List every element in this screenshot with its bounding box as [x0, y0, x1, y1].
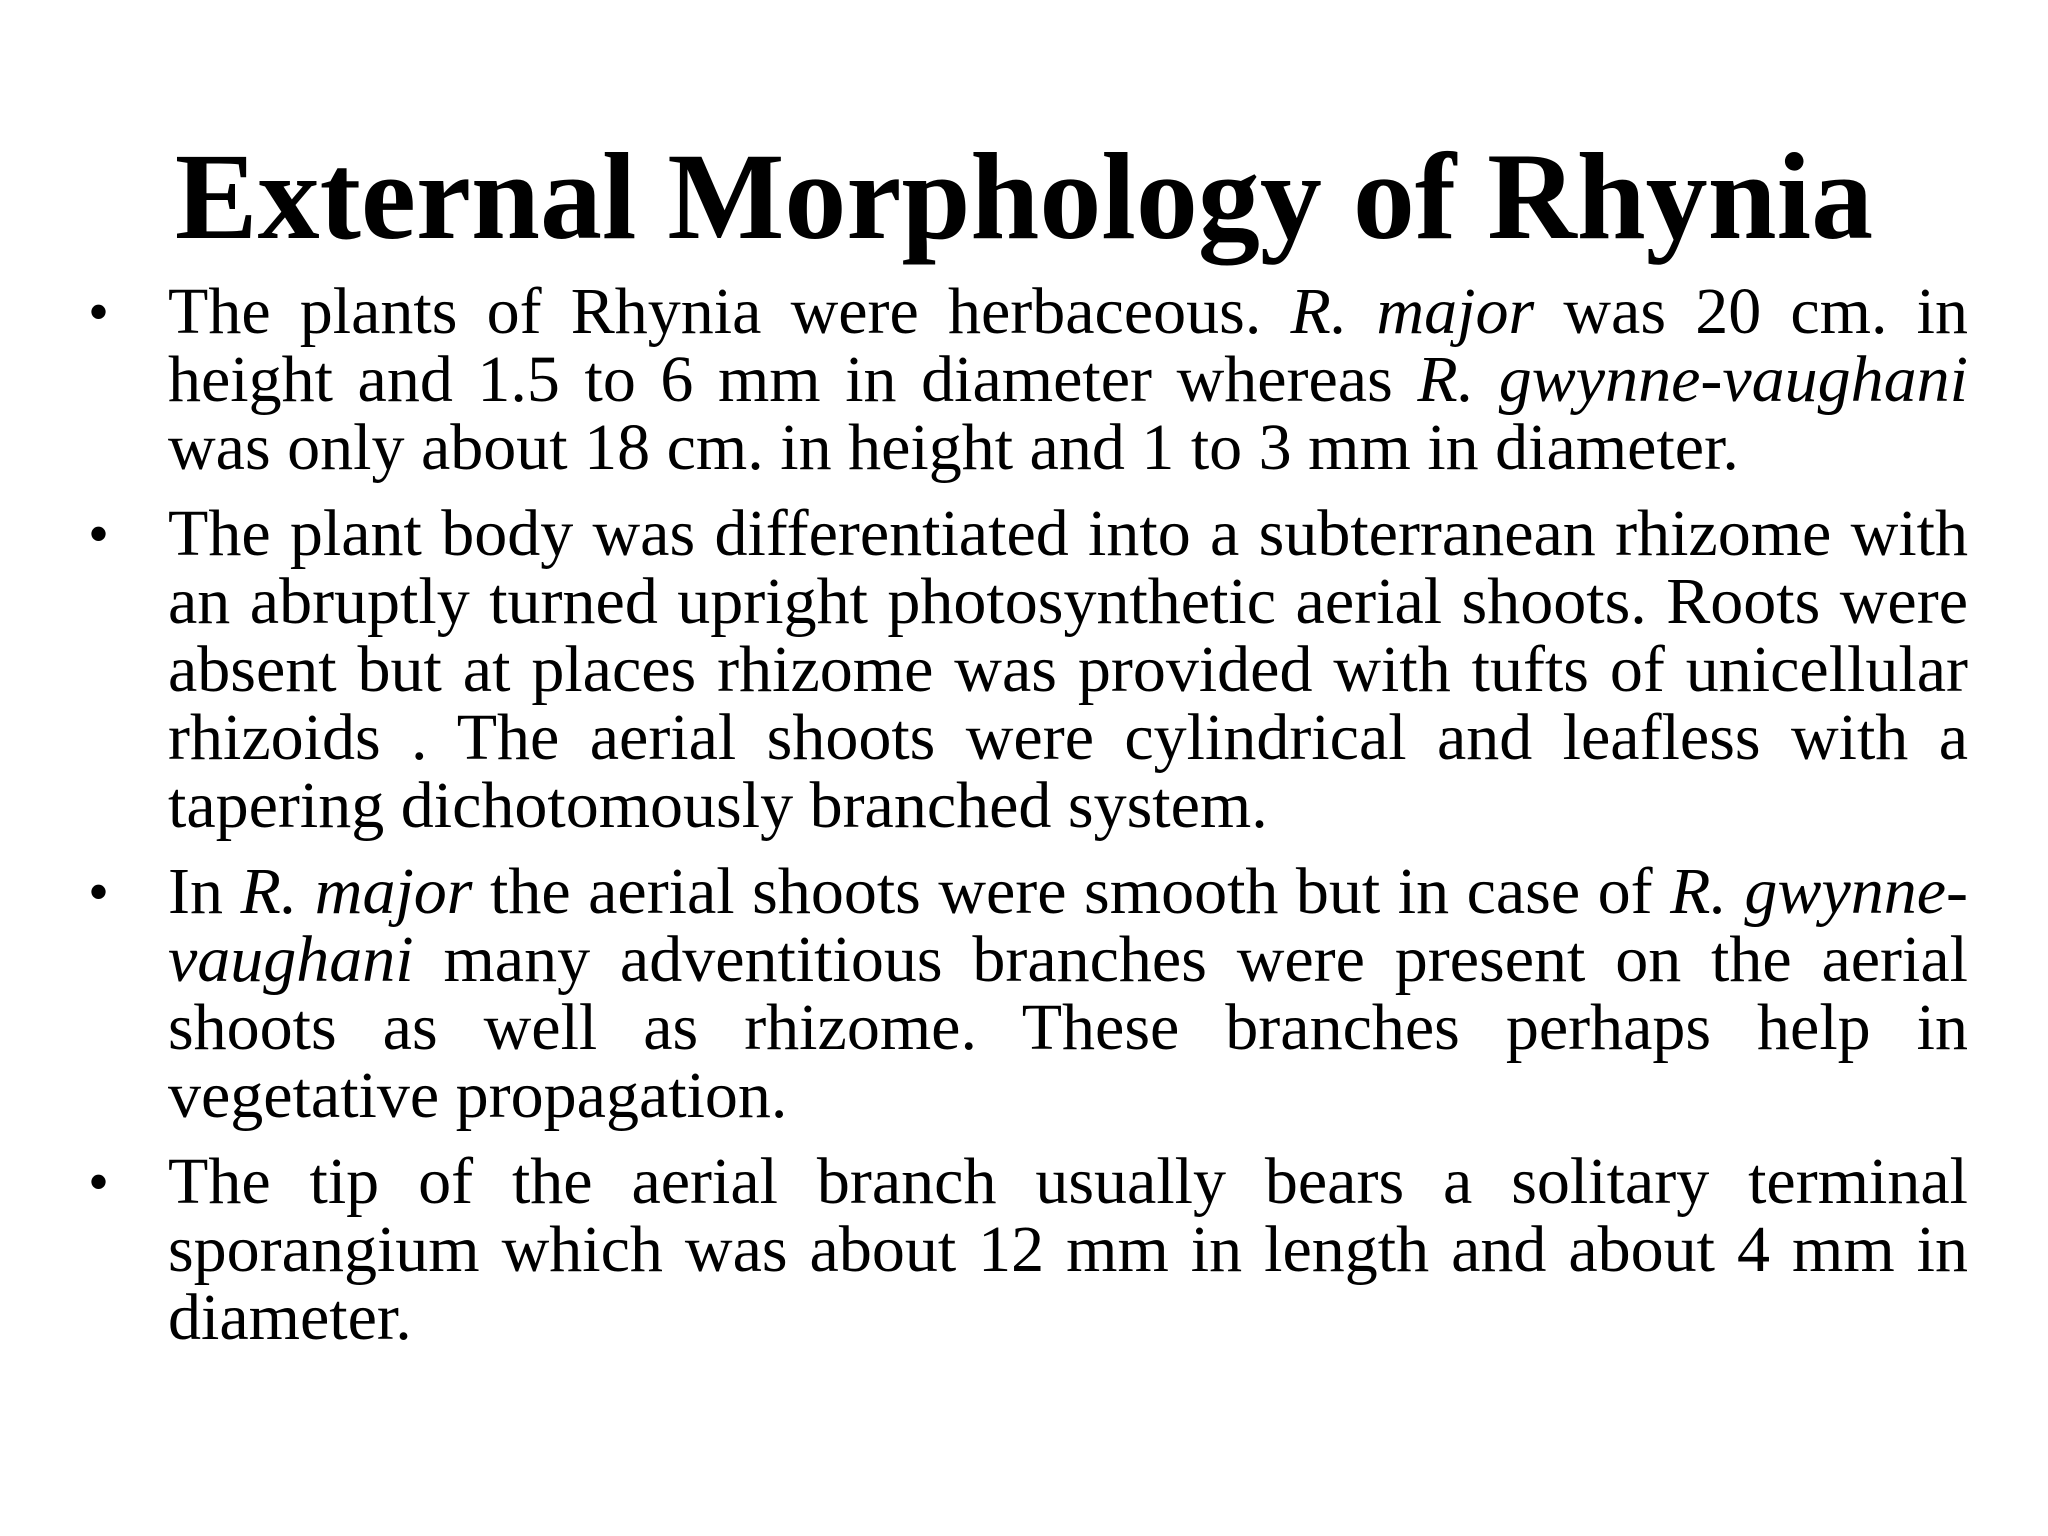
species-name: R. major — [1290, 275, 1535, 348]
bullet-text — [168, 1145, 1968, 1354]
bullet-icon: • — [88, 1149, 110, 1215]
text-segment: The plant body was differentiated into a subterranean rhizome with an abruptly turned upright photosynthetic aerial shoots. Roots were absent but at places rhizome was provided with tufts of unicellular rhizoids . The aerial shoots were cylindrical and leafless with a tapering dichotomously branched system. — [168, 497, 1968, 842]
bullet-item-3 — [88, 855, 1969, 1132]
text-segment: was only about 18 cm. in height and 1 to 3 mm in diameter. — [168, 411, 1739, 484]
text-segment: The tip of the aerial branch usually bears a solitary terminal sporangium which was about 12 mm in length and about 4 mm in diameter. — [168, 1145, 1968, 1354]
species-name: R. gwynne-vaughani — [168, 855, 1969, 996]
text-segment: In — [168, 855, 241, 928]
bullet-icon: • — [88, 501, 110, 567]
bullet-icon: • — [88, 859, 110, 925]
bullet-list — [88, 275, 1969, 1370]
bullet-text — [168, 855, 1968, 1132]
slide-title: External Morphology of Rhynia — [174, 128, 1874, 265]
bullet-item-4 — [88, 1145, 1968, 1354]
text-segment: the aerial shoots were smooth but in case of — [472, 855, 1671, 928]
bullet-text — [168, 275, 1968, 484]
bullet-icon: • — [88, 279, 110, 345]
species-name: R. gwynne-vaughani — [1417, 343, 1968, 416]
species-name: R. major — [240, 855, 473, 928]
bullet-text — [168, 497, 1968, 842]
text-segment: The plants of Rhynia were herbaceous. — [168, 275, 1291, 348]
text-segment: was 20 cm. in height and 1.5 to 6 mm in diameter whereas — [168, 275, 1969, 416]
bullet-item-2 — [88, 497, 1968, 842]
bullet-item-1 — [88, 275, 1969, 484]
text-segment: many adventitious branches were present on the aerial shoots as well as rhizome. These branches perhaps help in vegetative propagation. — [168, 923, 1968, 1132]
